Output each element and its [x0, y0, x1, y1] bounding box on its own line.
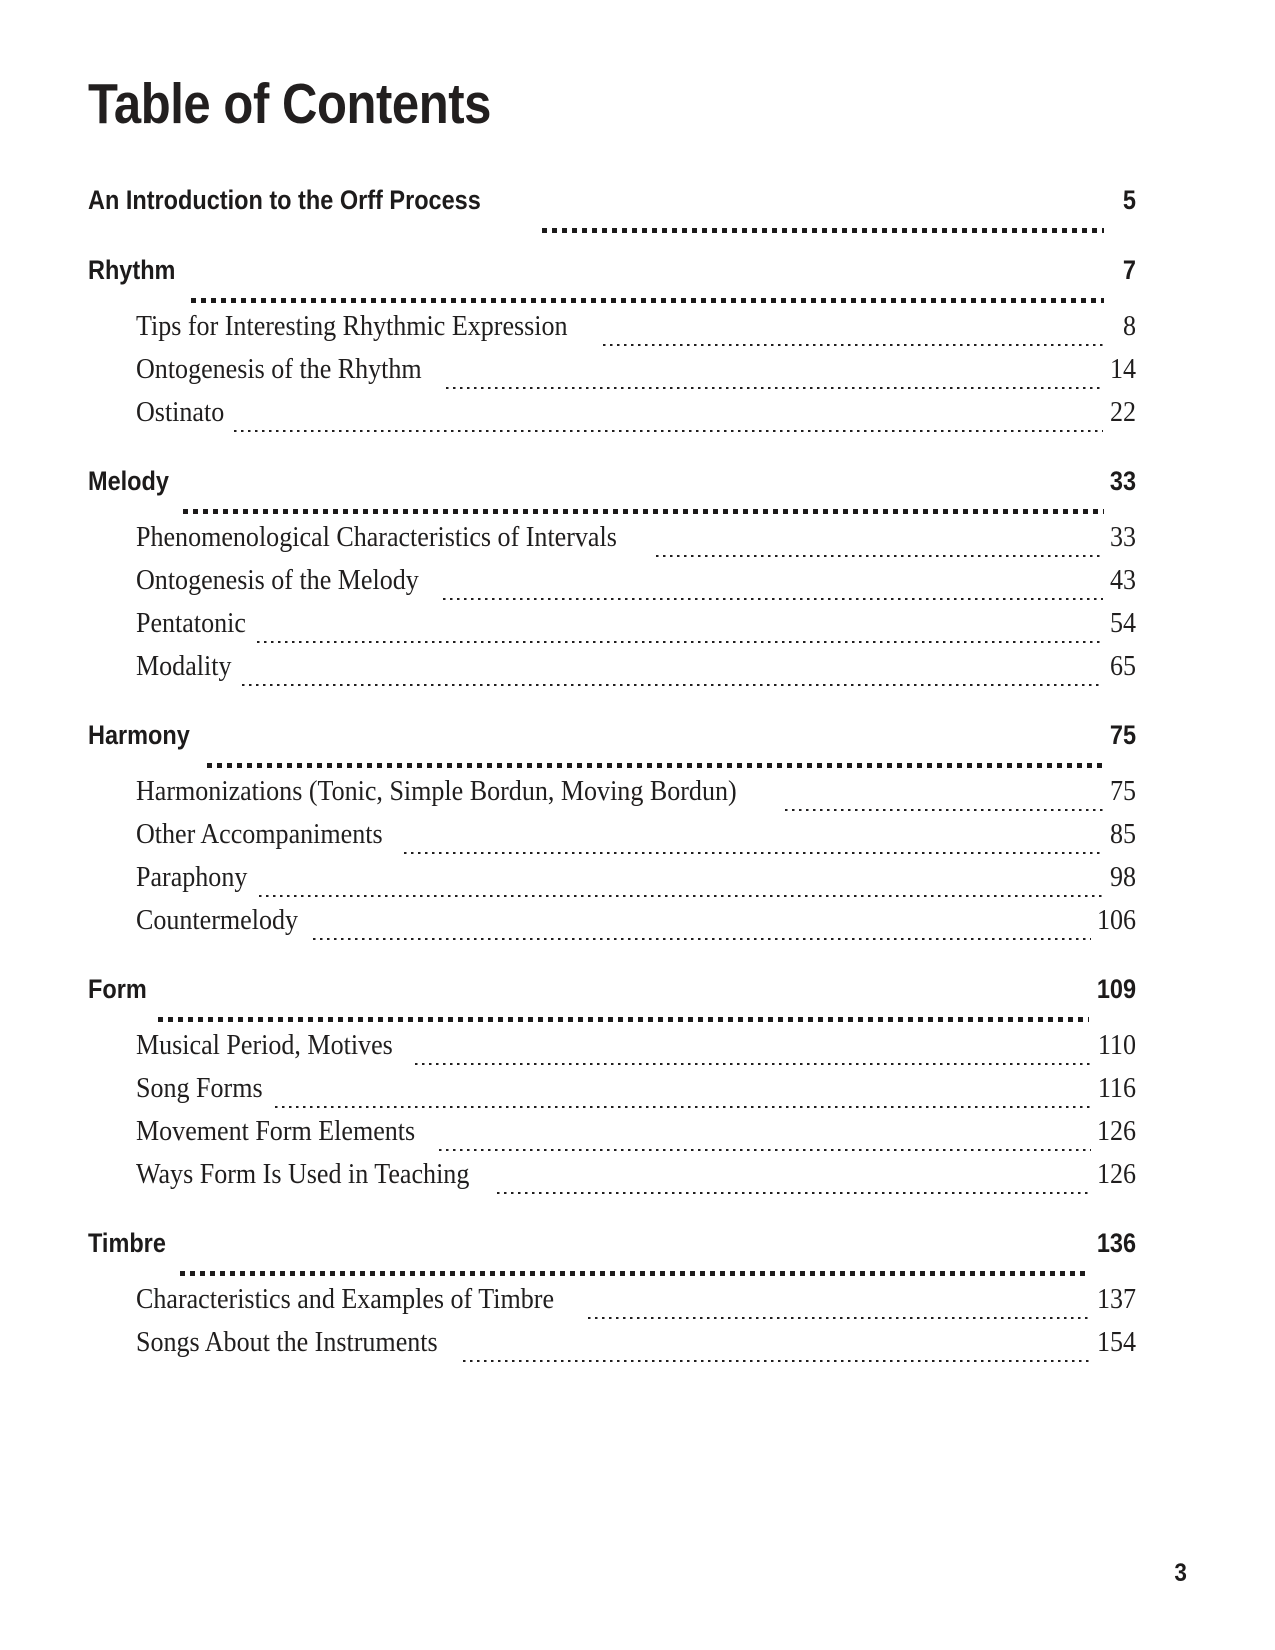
toc-entry-page-number: 98 [1109, 862, 1136, 893]
toc-entry-page-number: 14 [1109, 354, 1136, 385]
page-title: Table of Contents [88, 72, 492, 136]
toc-entry-sub[interactable] [88, 565, 1136, 608]
toc-entry-sub[interactable] [88, 311, 1136, 354]
toc-entry-label: Timbre [88, 1228, 166, 1258]
toc-entry-page-number: 109 [1096, 974, 1136, 1004]
toc-entry-page-number: 116 [1097, 1073, 1136, 1104]
toc-content [88, 72, 1136, 1358]
toc-entry-sub[interactable] [88, 354, 1136, 397]
toc-entry-major[interactable] [88, 466, 1136, 522]
toc-entry-label: Harmonizations (Tonic, Simple Bordun, Moving Bordun) [136, 776, 737, 807]
toc-dot-leader [275, 1085, 1092, 1113]
toc-entry-page-number: 5 [1122, 185, 1136, 215]
toc-dot-leader [207, 745, 1104, 772]
toc-entry-sub[interactable] [88, 1073, 1136, 1116]
toc-entry-page-number: 33 [1109, 522, 1136, 553]
toc-entry-label: Paraphony [136, 862, 248, 893]
toc-entry-page-number: 126 [1096, 1116, 1136, 1147]
toc-entry-label: Ways Form Is Used in Teaching [136, 1159, 470, 1190]
toc-entry-label: Ontogenesis of the Rhythm [136, 354, 422, 385]
toc-dot-leader [242, 663, 1103, 691]
toc-entry-major[interactable] [88, 255, 1136, 311]
toc-dot-leader [785, 788, 1103, 816]
toc-entry-label: Rhythm [88, 255, 176, 285]
toc-dot-leader [259, 874, 1103, 902]
toc-entry-label: Ontogenesis of the Melody [136, 565, 419, 596]
toc-entry-page-number: 85 [1109, 819, 1136, 850]
toc-entry-major[interactable] [88, 720, 1136, 776]
toc-entry-list [88, 185, 1136, 1370]
toc-dot-leader [588, 1296, 1091, 1324]
toc-dot-leader [497, 1171, 1091, 1199]
toc-entry-page-number: 54 [1109, 608, 1136, 639]
toc-entry-page-number: 7 [1122, 255, 1136, 285]
toc-entry-label: Pentatonic [136, 608, 246, 639]
toc-entry-page-number: 8 [1122, 311, 1136, 342]
toc-dot-leader [404, 831, 1103, 859]
toc-entry-page-number: 137 [1096, 1284, 1136, 1315]
toc-dot-leader [415, 1042, 1092, 1070]
toc-entry-sub[interactable] [88, 522, 1136, 565]
toc-entry-label: Harmony [88, 720, 190, 750]
toc-entry-sub[interactable] [88, 1116, 1136, 1159]
toc-entry-sub[interactable] [88, 905, 1136, 948]
toc-entry-page-number: 75 [1109, 720, 1136, 750]
toc-dot-leader [446, 366, 1103, 394]
toc-entry-sub[interactable] [88, 651, 1136, 694]
toc-entry-label: Modality [136, 651, 232, 682]
toc-entry-page-number: 43 [1109, 565, 1136, 596]
toc-dot-leader [180, 1253, 1089, 1280]
toc-entry-page-number: 126 [1096, 1159, 1136, 1190]
toc-entry-sub[interactable] [88, 397, 1136, 440]
toc-dot-leader [656, 534, 1103, 562]
toc-entry-major[interactable] [88, 185, 1136, 241]
toc-entry-label: Song Forms [136, 1073, 263, 1104]
toc-dot-leader [542, 210, 1104, 237]
toc-entry-major[interactable] [88, 974, 1136, 1030]
toc-entry-label: Musical Period, Motives [136, 1030, 393, 1061]
page-number-footer: 3 [1174, 1559, 1187, 1587]
toc-entry-sub[interactable] [88, 819, 1136, 862]
toc-entry-label: Countermelody [136, 905, 299, 936]
toc-dot-leader [257, 620, 1103, 648]
toc-entry-label: Melody [88, 466, 169, 496]
toc-entry-sub[interactable] [88, 608, 1136, 651]
toc-dot-leader [191, 280, 1105, 307]
toc-dot-leader [234, 409, 1103, 437]
toc-entry-label: An Introduction to the Orff Process [88, 185, 481, 215]
toc-entry-sub[interactable] [88, 1284, 1136, 1327]
toc-dot-leader [439, 1128, 1091, 1156]
toc-dot-leader [603, 323, 1103, 351]
toc-dot-leader [158, 999, 1089, 1026]
toc-entry-label: Form [88, 974, 147, 1004]
toc-entry-page-number: 22 [1109, 397, 1136, 428]
toc-dot-leader [443, 577, 1103, 605]
toc-entry-label: Tips for Interesting Rhythmic Expression [136, 311, 568, 342]
toc-dot-leader [313, 917, 1091, 945]
toc-entry-label: Characteristics and Examples of Timbre [136, 1284, 555, 1315]
toc-entry-sub[interactable] [88, 1327, 1136, 1370]
toc-entry-page-number: 75 [1109, 776, 1136, 807]
toc-dot-leader [463, 1339, 1091, 1367]
toc-entry-label: Other Accompaniments [136, 819, 383, 850]
toc-entry-page-number: 110 [1097, 1030, 1136, 1061]
toc-entry-sub[interactable] [88, 862, 1136, 905]
toc-entry-page-number: 65 [1109, 651, 1136, 682]
toc-entry-page-number: 136 [1096, 1228, 1136, 1258]
toc-entry-page-number: 106 [1096, 905, 1136, 936]
toc-entry-sub[interactable] [88, 776, 1136, 819]
toc-entry-label: Songs About the Instruments [136, 1327, 438, 1358]
toc-entry-page-number: 33 [1109, 466, 1136, 496]
toc-entry-sub[interactable] [88, 1159, 1136, 1202]
toc-entry-label: Phenomenological Characteristics of Intervals [136, 522, 617, 553]
toc-dot-leader [183, 491, 1104, 518]
toc-entry-label: Movement Form Elements [136, 1116, 416, 1147]
toc-entry-sub[interactable] [88, 1030, 1136, 1073]
toc-entry-page-number: 154 [1096, 1327, 1136, 1358]
toc-entry-label: Ostinato [136, 397, 225, 428]
toc-entry-major[interactable] [88, 1228, 1136, 1284]
